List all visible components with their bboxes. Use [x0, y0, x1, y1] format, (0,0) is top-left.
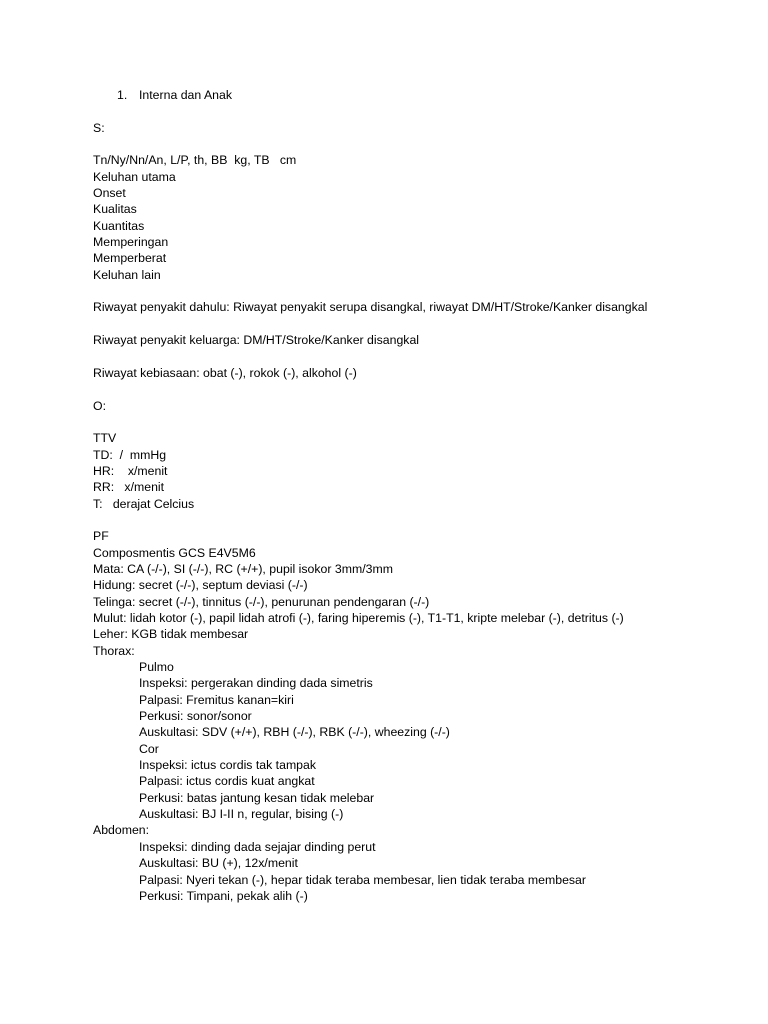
subjective-label: S:	[93, 120, 105, 135]
objective-label: O:	[93, 398, 106, 413]
heading-title: Interna dan Anak	[139, 88, 232, 102]
physical-exam-line: Telinga: secret (-/-), tinnitus (-/-), penurunan pendengaran (-/-)	[93, 594, 430, 609]
physical-exam-title: PF	[93, 529, 109, 544]
complaint-line: Memperberat	[93, 251, 167, 266]
spacer	[93, 414, 728, 430]
past-history-paragraph: Riwayat penyakit dahulu: Riwayat penyakit serupa disangkal, riwayat DM/HT/Stroke/Kanker disangkal	[93, 300, 648, 315]
physical-exam-line: Mata: CA (-/-), SI (-/-), RC (+/+), pupil isokor 3mm/3mm	[93, 561, 393, 576]
physical-exam-line: Hidung: secret (-/-), septum deviasi (-/-)	[93, 578, 308, 593]
spacer	[93, 349, 728, 365]
section-heading	[93, 87, 728, 103]
vital-sign-line: TD: / mmHg	[93, 447, 167, 462]
heading-number: 1.	[117, 88, 128, 102]
thorax-line: Auskultasi: SDV (+/+), RBH (-/-), RBK (-/-), wheezing (-/-)	[139, 725, 450, 740]
thorax-line: Perkusi: batas jantung kesan tidak melebar	[139, 790, 375, 805]
document-body	[93, 87, 728, 904]
spacer	[93, 316, 728, 332]
spacer	[93, 136, 728, 152]
thorax-line: Auskultasi: BJ I-II n, regular, bising (-)	[139, 807, 344, 822]
patient-identity-line: Tn/Ny/Nn/An, L/P, th, BB kg, TB cm	[93, 153, 297, 168]
vital-signs-title: TTV	[93, 431, 117, 446]
vital-sign-line: T: derajat Celcius	[93, 496, 195, 511]
spacer	[93, 512, 728, 528]
complaint-line: Kuantitas	[93, 218, 145, 233]
family-history-paragraph: Riwayat penyakit keluarga: DM/HT/Stroke/Kanker disangkal	[93, 333, 420, 348]
spacer	[93, 381, 728, 397]
habits-paragraph: Riwayat kebiasaan: obat (-), rokok (-), alkohol (-)	[93, 365, 357, 380]
abdomen-title: Abdomen:	[93, 823, 150, 838]
thorax-line: Inspeksi: pergerakan dinding dada simetris	[139, 676, 373, 691]
abdomen-line: Palpasi: Nyeri tekan (-), hepar tidak teraba membesar, lien tidak teraba membesar	[139, 872, 586, 887]
thorax-line: Cor	[139, 741, 159, 756]
thorax-title: Thorax:	[93, 643, 135, 658]
thorax-line: Palpasi: Fremitus kanan=kiri	[139, 692, 294, 707]
thorax-line: Perkusi: sonor/sonor	[139, 709, 252, 724]
abdomen-line: Perkusi: Timpani, pekak alih (-)	[139, 888, 308, 903]
vital-sign-line: HR: x/menit	[93, 463, 168, 478]
spacer	[93, 103, 728, 119]
abdomen-line: Auskultasi: BU (+), 12x/menit	[139, 856, 298, 871]
complaint-line: Keluhan utama	[93, 169, 176, 184]
complaint-line: Onset	[93, 186, 126, 201]
thorax-line: Palpasi: ictus cordis kuat angkat	[139, 774, 315, 789]
complaint-line: Kualitas	[93, 202, 137, 217]
thorax-line: Pulmo	[139, 660, 174, 675]
complaint-line: Keluhan lain	[93, 267, 161, 282]
thorax-line: Inspeksi: ictus cordis tak tampak	[139, 758, 317, 773]
physical-exam-line: Composmentis GCS E4V5M6	[93, 545, 256, 560]
physical-exam-line: Mulut: lidah kotor (-), papil lidah atrofi (-), faring hiperemis (-), T1-T1, kripte melebar (-), detritus (-)	[93, 611, 624, 625]
complaint-line: Memperingan	[93, 235, 169, 250]
physical-exam-line: Leher: KGB tidak membesar	[93, 627, 249, 642]
spacer	[93, 283, 728, 299]
vital-sign-line: RR: x/menit	[93, 480, 165, 495]
abdomen-line: Inspeksi: dinding dada sejajar dinding perut	[139, 839, 376, 854]
